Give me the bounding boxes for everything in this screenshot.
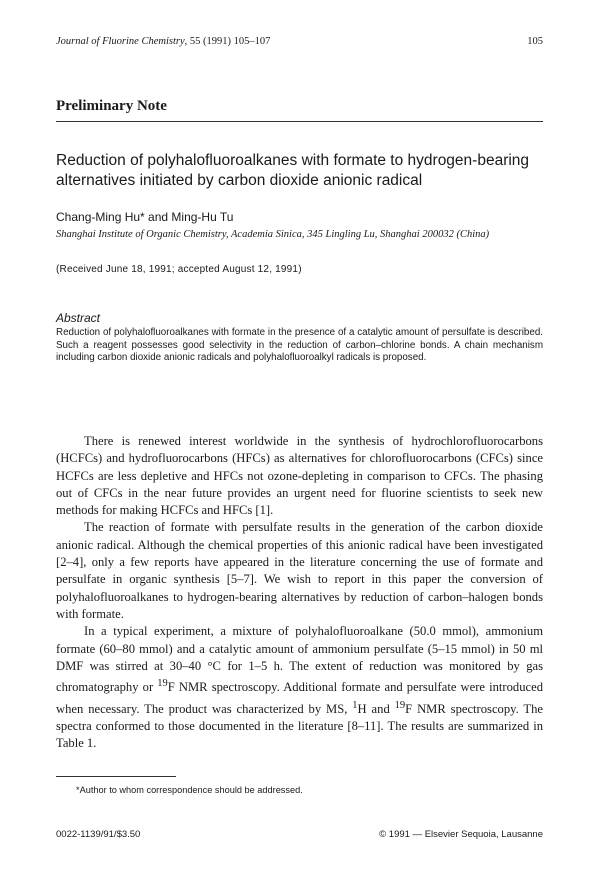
paragraph-3-part-a: In a typical experiment, a mixture of polyhalofluoroalkane (50.0 mmol), ammonium formate (60–80 mmol) and a catalytic amount of ammonium persulfate (5–15 mmol) in 50 ml DMF was stirred at 30–40 °C for 1–5 h. The extent of reduction was monitored by gas chromatography or [56,624,543,695]
paragraph-3-part-d: F NMR spectroscopy. The spectra conformed to those documented in the literature [8–11]. The results are summarized in Table 1. [56,701,544,751]
received-dates: (Received June 18, 1991; accepted August 12, 1991) [56,264,302,275]
footnote: *Author to whom correspondence should be addressed. [76,785,303,795]
superscript-19: 19 [157,678,168,690]
authors: Chang-Ming Hu* and Ming-Hu Tu [56,210,234,224]
paragraph-3-part-b: F NMR spectroscopy. Additional formate and persulfate were introduced when necessary. The product was characterized by MS, [56,680,543,716]
abstract-heading: Abstract [56,311,101,325]
superscript-1: 1 [352,699,358,711]
journal-name: Journal of Fluorine Chemistry [56,36,185,47]
running-head [56,36,543,47]
paper-title: Reduction of polyhalofluoroalkanes with formate to hydrogen-bearing alternatives initiated by carbon dioxide anionic radical [56,152,530,189]
copyright: © 1991 — Elsevier Sequoia, Lausanne [379,829,543,840]
paragraph-3 [56,623,543,752]
paragraph-2: The reaction of formate with persulfate results in the generation of the carbon dioxide anionic radical. Although the chemical properties of this anionic radical have been investigated [2–4], only a few reports have appeared in the literature concerning the use of formate and persulfate in organic synthesis [5–7]. We wish to report in this paper the conversion of polyhalofluoroalkanes to hydrogen-bearing alternatives by reduction of carbon–halogen bonds with formate. [56,520,543,621]
section-label: Preliminary Note [56,98,167,114]
paragraph-3-part-c: H and [357,701,395,716]
body-text [56,433,543,753]
journal-citation: , 55 (1991) 105–107 [184,36,271,47]
superscript-19: 19 [394,699,406,711]
paragraph-1: There is renewed interest worldwide in the synthesis of hydrochlorofluorocarbons (HCFCs) and hydrofluorocarbons (HFCs) as alternatives for chlorofluorocarbons (CFCs) since HCFCs are less depletive and HFCs not ozone-depleting in comparison to CFCs. The phasing out of CFCs in the near future provides an urgent need for fluorine scientists to seek new methods for making HCFCs and HFCs [1]. [56,434,543,518]
section-divider [56,121,543,122]
affiliation: Shanghai Institute of Organic Chemistry, Academia Sinica, 345 Lingling Lu, Shanghai 200032 (China) [56,229,490,240]
page-number: 105 [527,36,543,47]
abstract-text: Reduction of polyhalofluoroalkanes with formate in the presence of a catalytic amount of persulfate is described. Such a reagent possesses good selectivity in the reduction of carbon–chlorine bonds. A chain mechanism including carbon dioxide anionic radicals and polyhalofluoroalkyl radicals is proposed. [56,327,543,363]
footnote-divider [56,776,176,777]
issn-price: 0022-1139/91/$3.50 [56,829,141,840]
